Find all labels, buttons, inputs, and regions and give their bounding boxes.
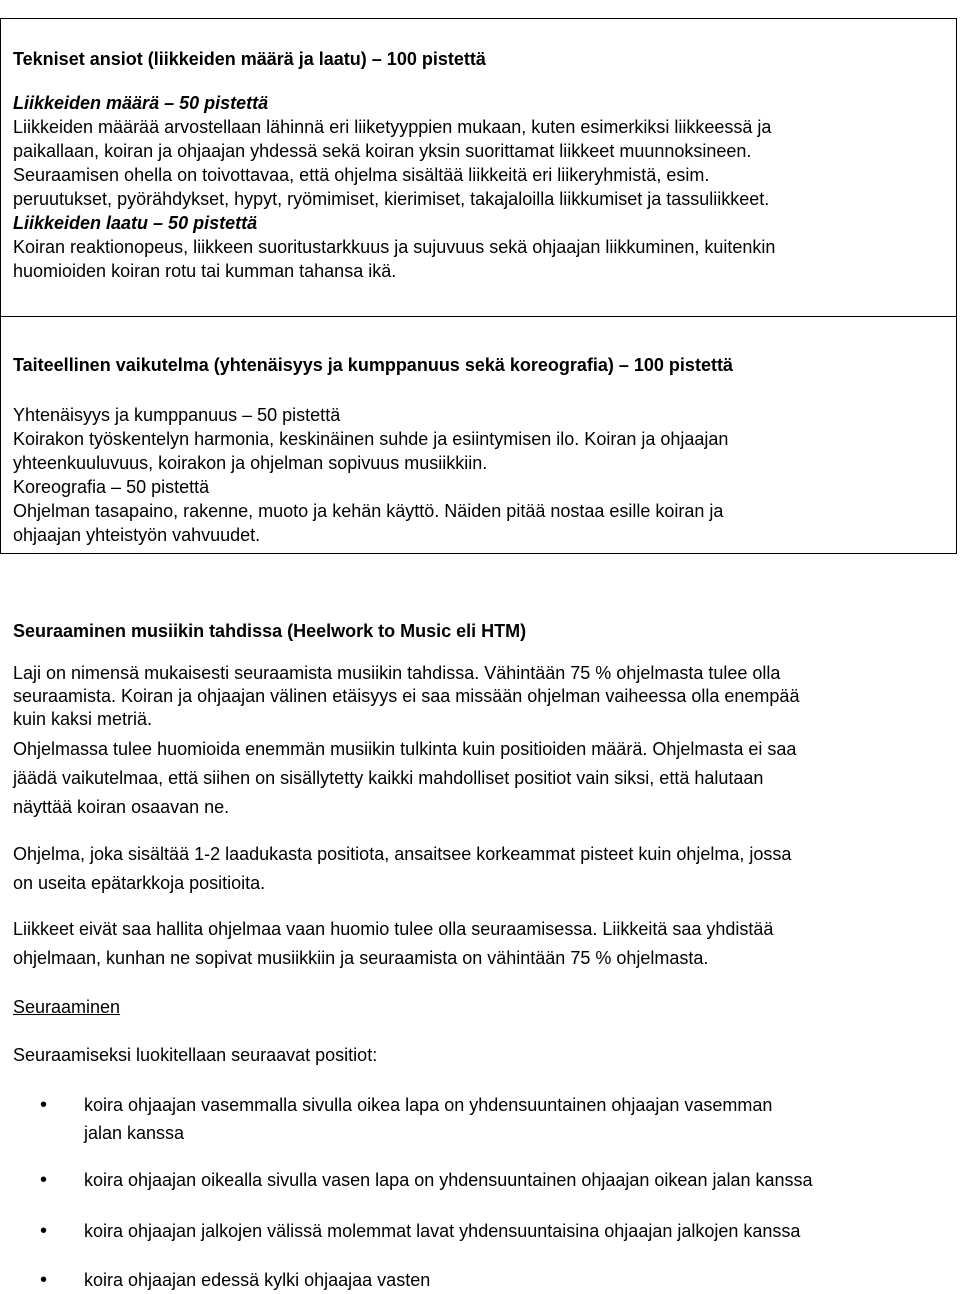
list-item-text: koira ohjaajan vasemmalla sivulla oikea lapa on yhdensuuntainen ohjaajan vasemman [84,1095,773,1115]
positions-intro: Seuraamiseksi luokitellaan seuraavat positiot: [13,1045,378,1065]
technical-merit-cell [1,19,957,317]
paragraph-3 [13,840,953,898]
movement-quality-heading: Liikkeiden laatu – 50 pistettä [13,213,258,233]
scoring-table [0,18,957,554]
text-line: Ohjelman tasapaino, rakenne, muoto ja kehän käyttö. Näiden pitää nostaa esille koiran ja [13,501,724,521]
text-line: paikallaan, koiran ja ohjaajan yhdessä sekä koiran yksin suorittamat liikkeet muunnoksineen. [13,141,752,161]
text-line: Liikkeet eivät saa hallita ohjelmaa vaan huomio tulee olla seuraamisessa. Liikkeitä saa yhdistää [13,919,774,939]
text-line: ohjelmaan, kunhan ne sopivat musiikkiin ja seuraamista on vähintään 75 % ohjelmasta. [13,948,709,968]
list-item-text: koira ohjaajan jalkojen välissä molemmat lavat yhdensuuntaisina ohjaajan jalkojen kanssa [84,1221,801,1241]
text-line: Seuraamisen ohella on toivottavaa, että ohjelma sisältää liikkeitä eri liikeryhmistä, esim. [13,165,710,185]
technical-merit-heading: Tekniset ansiot (liikkeiden määrä ja laatu) – 100 pistettä [13,49,486,69]
text-line: kuin kaksi metriä. [13,709,153,729]
section-title: Seuraaminen musiikin tahdissa (Heelwork to Music eli HTM) [13,621,527,641]
bullet-icon: • [40,1269,48,1291]
text-line: Liikkeiden määrää arvostellaan lähinnä eri liiketyyppien mukaan, kuten esimerkiksi liikkeessä ja [13,117,772,137]
text-line: peruutukset, pyörähdykset, hypyt, ryömimiset, kierimiset, takajaloilla liikkumiset ja tassuliikkeet. [13,189,770,209]
choreography-heading: Koreografia – 50 pistettä [13,477,210,497]
movement-quantity-heading: Liikkeiden määrä – 50 pistettä [13,93,269,113]
text-line: huomioiden koiran rotu tai kumman tahansa ikä. [13,261,397,281]
text-line: Koirakon työskentelyn harmonia, keskinäinen suhde ja esiintymisen ilo. Koiran ja ohjaajan [13,429,729,449]
text-line: jäädä vaikutelmaa, että siihen on sisällytetty kaikki mahdolliset positiot vain siksi, että halutaan [13,768,764,788]
artistic-impression-cell [1,317,957,554]
text-line: näyttää koiran osaavan ne. [13,797,230,817]
bullet-icon: • [40,1169,48,1191]
paragraph-2 [13,735,953,822]
artistic-impression-heading: Taiteellinen vaikutelma (yhtenäisyys ja kumppanuus sekä koreografia) – 100 pistettä [13,355,733,375]
bullet-icon: • [40,1094,48,1116]
text-line: seuraamista. Koiran ja ohjaajan välinen etäisyys ei saa missään ohjelman vaiheessa olla enempää [13,686,800,706]
text-line: Laji on nimensä mukaisesti seuraamista musiikin tahdissa. Vähintään 75 % ohjelmasta tulee olla [13,663,781,683]
paragraph-4 [13,915,953,973]
list-item-text: koira ohjaajan oikealla sivulla vasen lapa on yhdensuuntainen ohjaajan oikean jalan kanssa [84,1170,813,1190]
text-line: Ohjelma, joka sisältää 1-2 laadukasta positiota, ansaitsee korkeammat pisteet kuin ohjelma, jossa [13,844,792,864]
text-line: Ohjelmassa tulee huomioida enemmän musiikin tulkinta kuin positioiden määrä. Ohjelmasta ei saa [13,739,797,759]
unity-partnership-heading: Yhtenäisyys ja kumppanuus – 50 pistettä [13,405,341,425]
list-item-text: koira ohjaajan edessä kylki ohjaajaa vasten [84,1270,431,1290]
text-line: Koiran reaktionopeus, liikkeen suoritustarkkuus ja sujuvuus sekä ohjaajan liikkuminen, kuitenkin [13,237,776,257]
text-line: yhteenkuuluvuus, koirakon ja ohjelman sopivuus musiikkiin. [13,453,488,473]
subheading-seuraaminen: Seuraaminen [13,997,121,1017]
list-item-text: jalan kanssa [84,1123,185,1143]
text-line: ohjaajan yhteistyön vahvuudet. [13,525,261,545]
paragraph-1 [13,662,953,731]
bullet-icon: • [40,1220,48,1242]
text-line: on useita epätarkkoja positioita. [13,873,266,893]
